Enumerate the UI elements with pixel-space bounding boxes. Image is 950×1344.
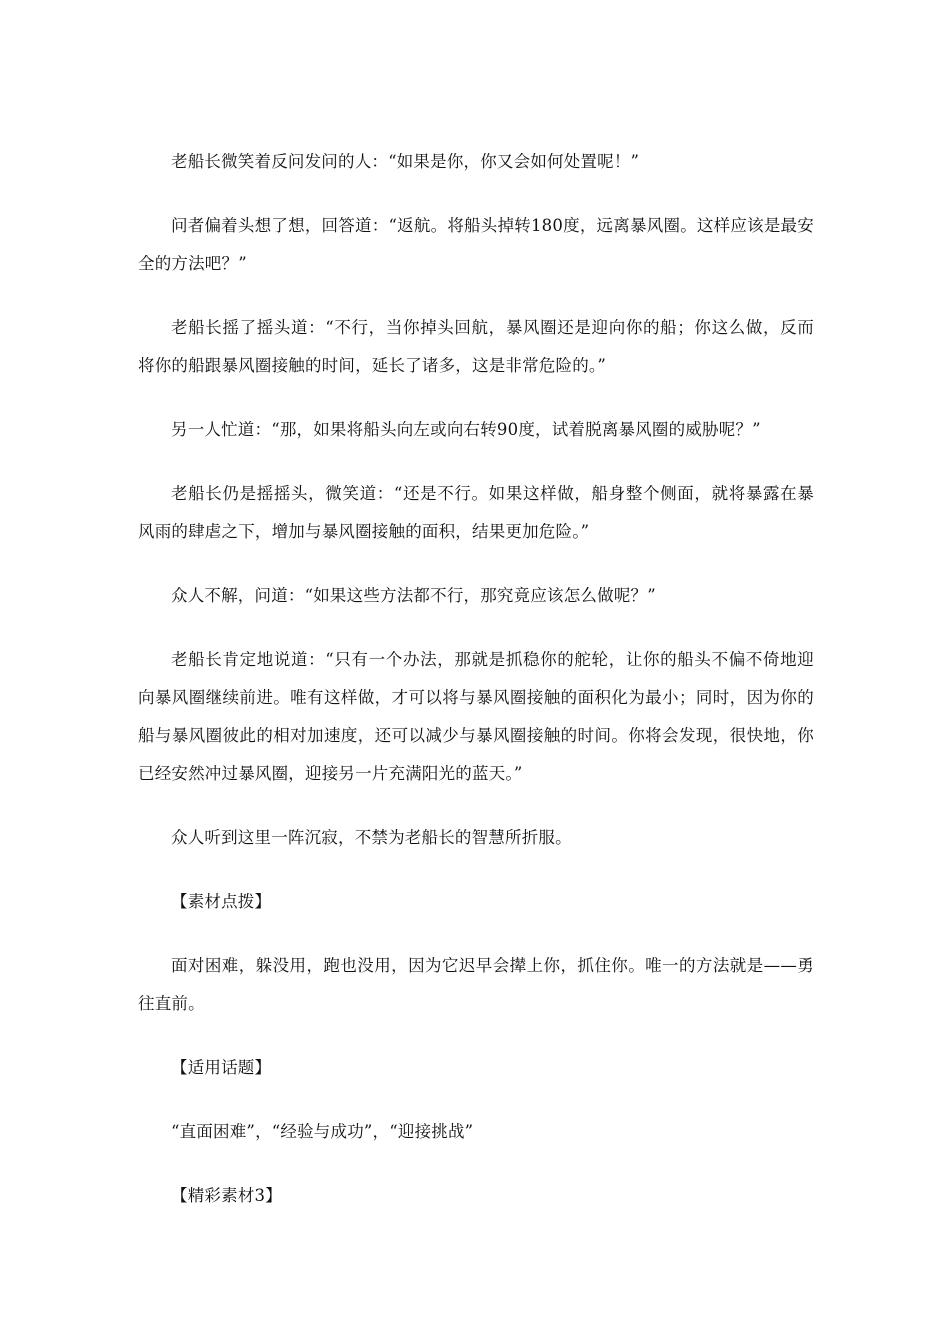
paragraph-answer-turn: 另一人忙道：“那，如果将船头向左或向右转90度，试着脱离暴风圈的威胁呢？”: [171, 420, 761, 439]
paragraph-captain-reply-1: 老船长摇了摇头道：“不行，当你掉头回航，暴风圈还是迎向你的船；你这么做，反而将你的船跟暴风圈接触的时间，延长了诸多，这是非常危险的。”: [138, 318, 814, 375]
paragraph-captain-reply-2: 老船长仍是摇摇头，微笑道：“还是不行。如果这样做，船身整个侧面，就将暴露在暴风雨的肆虐之下，增加与暴风圈接触的面积，结果更加危险。”: [138, 484, 814, 541]
document-body: [138, 143, 814, 1241]
heading-material-comment: 【素材点拨】: [171, 892, 272, 911]
paragraph-answer-return: 问者偏着头想了想，回答道：“返航。将船头掉转180度，远离暴风圈。这样应该是最安全的方法吧？”: [138, 216, 814, 273]
heading-next-material: 【精彩素材3】: [171, 1186, 282, 1205]
paragraph-captain-solution: 老船长肯定地说道：“只有一个办法，那就是抓稳你的舵轮，让你的船头不偏不倚地迎向暴风圈继续前进。唯有这样做，才可以将与暴风圈接触的面积化为最小；同时，因为你的船与暴风圈彼此的相对加速度，还可以减少与暴风圈接触的时间。你将会发现，很快地，你已经安然冲过暴风圈，迎接另一片充满阳光的蓝天。”: [138, 650, 814, 783]
paragraph-applicable-topics: “直面困难”，“经验与成功”，“迎接挑战”: [171, 1122, 474, 1141]
heading-applicable-topics: 【适用话题】: [171, 1058, 272, 1077]
paragraph-crowd-question: 众人不解，问道：“如果这些方法都不行，那究竟应该怎么做呢？”: [171, 586, 656, 605]
paragraph-crowd-silent: 众人听到这里一阵沉寂，不禁为老船长的智慧所折服。: [171, 828, 572, 847]
paragraph-material-comment: 面对困难，躲没用，跑也没用，因为它迟早会撵上你，抓住你。唯一的方法就是——勇往直前。: [138, 956, 814, 1013]
paragraph-captain-question: 老船长微笑着反问发问的人：“如果是你，你又会如何处置呢！”: [171, 152, 640, 171]
